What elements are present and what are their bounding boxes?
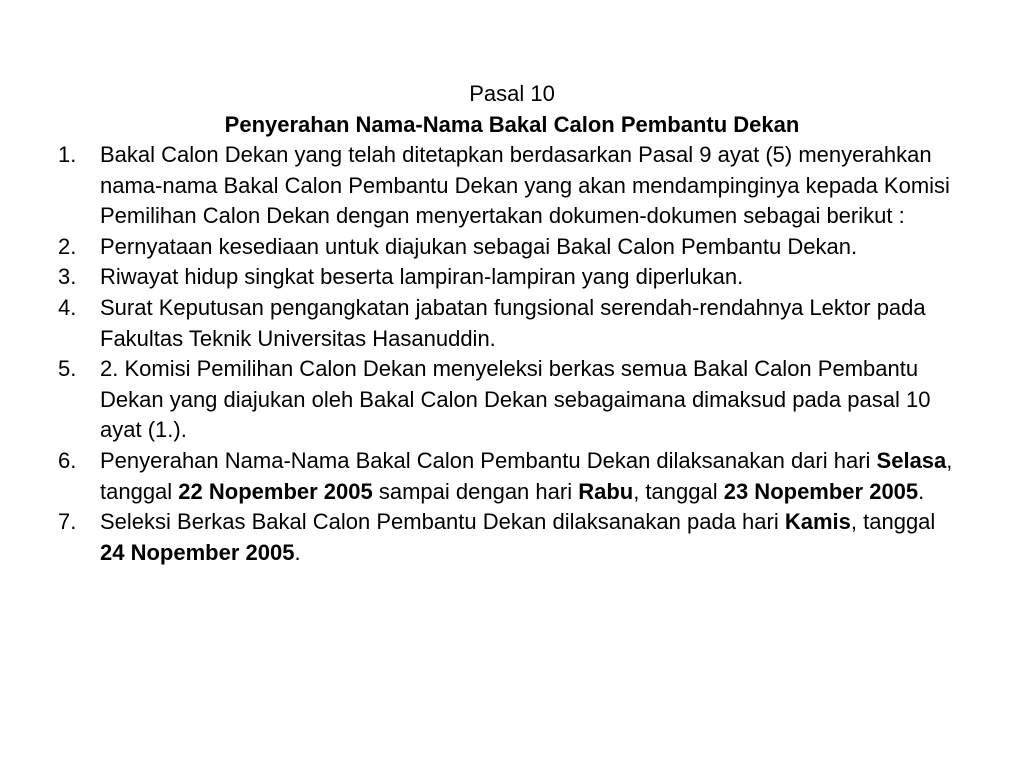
text-segment: sampai dengan hari	[372, 478, 579, 504]
text-segment: .	[918, 478, 925, 504]
text-segment: , tanggal	[633, 478, 724, 504]
text-segment: Pernyataan kesediaan untuk diajukan sebagai Bakal Calon Pembantu Dekan.	[100, 233, 858, 259]
list-item	[58, 293, 958, 354]
list-item-number: 5.	[58, 356, 77, 382]
text-segment: Penyerahan Nama-Nama Bakal Calon Pembantu Dekan dilaksanakan dari hari	[100, 447, 877, 473]
text-segment: , tanggal	[850, 509, 936, 535]
article-title: Penyerahan Nama-Nama Bakal Calon Pembantu Dekan	[224, 112, 800, 137]
list-item-text	[100, 234, 857, 259]
text-segment: , tanggal	[100, 447, 953, 504]
emphasized-text: 23 Nopember 2005	[723, 478, 919, 504]
list-item	[58, 262, 958, 293]
emphasized-text: 24 Nopember 2005	[100, 539, 295, 565]
list-item-text	[100, 448, 952, 504]
list-item	[58, 232, 958, 263]
list-item-text	[100, 142, 950, 228]
list-item-text	[100, 264, 743, 289]
text-segment: Seleksi Berkas Bakal Calon Pembantu Dekan dilaksanakan pada hari	[100, 509, 785, 535]
emphasized-text: Rabu	[578, 478, 634, 504]
list-item-text	[100, 295, 926, 351]
text-segment: Riwayat hidup singkat beserta lampiran-lampiran yang diperlukan.	[100, 264, 744, 290]
list-item-text	[100, 356, 930, 442]
list-item	[58, 446, 958, 507]
list-item-number: 6.	[58, 447, 77, 473]
emphasized-text: Selasa	[876, 447, 947, 473]
list-item	[58, 507, 958, 568]
provision-list	[58, 140, 958, 568]
text-segment: 2. Komisi Pemilihan Calon Dekan menyeleksi berkas semua Bakal Calon Pembantu Dekan yang diajukan oleh Bakal Calon Dekan sebagaimana dimaksud pada pasal 10 ayat (1.).	[100, 356, 931, 443]
text-segment: .	[294, 539, 301, 565]
list-item-text	[100, 509, 935, 565]
list-item-number: 2.	[58, 233, 77, 259]
list-item-number: 7.	[58, 509, 77, 535]
emphasized-text: Kamis	[784, 509, 851, 535]
list-item-number: 4.	[58, 294, 77, 320]
emphasized-text: 22 Nopember 2005	[178, 478, 373, 504]
text-segment: Surat Keputusan pengangkatan jabatan fungsional serendah-rendahnya Lektor pada Fakultas Teknik Universitas Hasanuddin.	[100, 294, 926, 351]
text-segment: Bakal Calon Dekan yang telah ditetapkan berdasarkan Pasal 9 ayat (5) menyerahkan nama-nama Bakal Calon Pembantu Dekan yang akan mendampinginya kepada Komisi Pemilihan Calon Dekan dengan menyertakan dokumen-dokumen sebagai berikut :	[100, 142, 950, 229]
list-item	[58, 354, 958, 446]
list-item	[58, 140, 958, 232]
article-number: Pasal 10	[469, 81, 555, 106]
list-item-number: 3.	[58, 264, 77, 290]
list-item-number: 1.	[58, 142, 77, 167]
